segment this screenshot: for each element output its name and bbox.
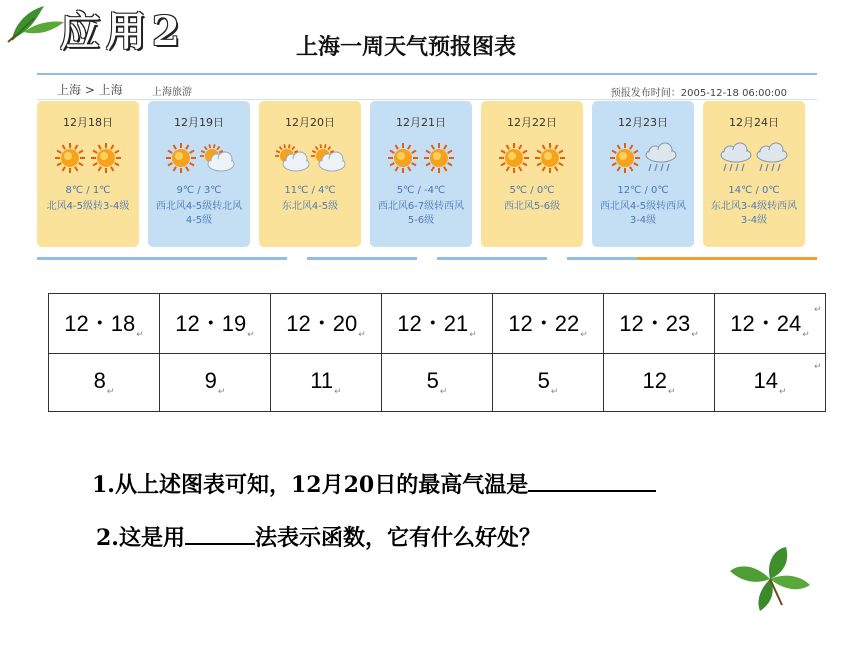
forecast-top-border bbox=[37, 73, 817, 75]
partly-cloudy-icon bbox=[310, 141, 346, 175]
weather-forecast-widget bbox=[37, 73, 817, 268]
forecast-temp-range: 8℃ / 1℃ bbox=[65, 185, 111, 196]
leaf-decoration-icon bbox=[726, 545, 814, 613]
forecast-date: 12月23日 bbox=[618, 116, 668, 129]
forecast-date: 12月19日 bbox=[174, 116, 224, 129]
row-end-mark: ↵ bbox=[814, 305, 822, 315]
weather-icons bbox=[148, 141, 250, 175]
forecast-temp-range: 11℃ / 4℃ bbox=[284, 185, 336, 196]
date-cell: 12・$18_↵$ bbox=[49, 294, 160, 354]
sun-icon bbox=[496, 141, 532, 175]
weather-icons bbox=[703, 141, 805, 175]
temp-cell: $9_↵$ bbox=[160, 354, 271, 412]
rain-icon bbox=[643, 141, 679, 175]
sun-icon bbox=[163, 141, 199, 175]
forecast-temp-range: 14℃ / 0℃ bbox=[728, 185, 780, 196]
date-cell: 12・$19_↵$ bbox=[160, 294, 271, 354]
slide-header bbox=[0, 0, 860, 75]
forecast-date: 12月22日 bbox=[507, 116, 557, 129]
answer-blank bbox=[528, 468, 656, 492]
forecast-temp-range: 5℃ / 0℃ bbox=[509, 185, 555, 196]
temp-cell: $5_↵$ bbox=[382, 354, 493, 412]
date-cell: 12・$24_↵$ bbox=[715, 294, 826, 354]
forecast-card bbox=[148, 101, 250, 247]
forecast-wind: 西北风5-6级 bbox=[503, 201, 561, 212]
forecast-wind: 西北风4-5级转北风4-5级 bbox=[155, 201, 243, 226]
weather-icons bbox=[370, 141, 472, 175]
forecast-date: 12月21日 bbox=[396, 116, 446, 129]
sun-icon bbox=[52, 141, 88, 175]
sun-icon bbox=[88, 141, 124, 175]
partly-cloudy-icon bbox=[199, 141, 235, 175]
forecast-card bbox=[370, 101, 472, 247]
forecast-temp-range: 12℃ / 0℃ bbox=[617, 185, 669, 196]
temp-cell: $8_↵$ bbox=[49, 354, 160, 412]
weather-icons bbox=[481, 141, 583, 175]
row-end-mark: ↵ bbox=[814, 362, 822, 372]
question-2: 2.这是用 法表示函数，它有什么好处？ bbox=[96, 521, 541, 552]
lesson-title: 应用2 bbox=[60, 8, 186, 55]
rain-icon bbox=[718, 141, 754, 175]
forecast-temp-range: 5℃ / -4℃ bbox=[396, 185, 446, 196]
forecast-wind: 东北风4-5级 bbox=[281, 201, 339, 212]
date-cell: 12・$22_↵$ bbox=[493, 294, 604, 354]
forecast-date: 12月18日 bbox=[63, 116, 113, 129]
temp-cell: $12_↵$ bbox=[604, 354, 715, 412]
forecast-date: 12月24日 bbox=[729, 116, 779, 129]
forecast-bottom-border bbox=[37, 257, 817, 263]
forecast-cards bbox=[37, 101, 817, 251]
sun-icon bbox=[421, 141, 457, 175]
temp-cell: $11_↵$ bbox=[271, 354, 382, 412]
temperature-table bbox=[48, 293, 826, 412]
forecast-wind: 北风4-5级转3-4级 bbox=[46, 201, 130, 212]
sun-icon bbox=[607, 141, 643, 175]
weather-icons bbox=[259, 141, 361, 175]
forecast-wind: 西北风6-7级转西风5-6级 bbox=[377, 201, 465, 226]
date-cell: 12・$23_↵$ bbox=[604, 294, 715, 354]
sun-icon bbox=[385, 141, 421, 175]
high-temp-row bbox=[49, 354, 826, 412]
page-title: 上海一周天气预报图表 bbox=[296, 35, 517, 60]
forecast-card bbox=[592, 101, 694, 247]
forecast-wind: 东北风3-4级转西风3-4级 bbox=[710, 201, 798, 226]
question-1: 1.从上述图表可知，12月20日的最高气温是 bbox=[92, 468, 656, 499]
forecast-card bbox=[37, 101, 139, 247]
weather-icons bbox=[592, 141, 694, 175]
publish-time: 预报发布时间：2005-12-18 06:00:00 bbox=[610, 88, 787, 99]
answer-blank bbox=[185, 521, 255, 545]
temp-cell: $5_↵$ bbox=[493, 354, 604, 412]
forecast-date: 12月20日 bbox=[285, 116, 335, 129]
forecast-wind: 西北风4-5级转西风3-4级 bbox=[599, 201, 687, 226]
forecast-card bbox=[481, 101, 583, 247]
date-cell: 12・$20_↵$ bbox=[271, 294, 382, 354]
partly-cloudy-icon bbox=[274, 141, 310, 175]
date-cell: 12・$21_↵$ bbox=[382, 294, 493, 354]
forecast-header-bar bbox=[37, 77, 817, 100]
date-row bbox=[49, 294, 826, 354]
rain-icon bbox=[754, 141, 790, 175]
weather-icons bbox=[37, 141, 139, 175]
breadcrumb[interactable]: 上海 > 上海 bbox=[57, 83, 123, 97]
forecast-temp-range: 9℃ / 3℃ bbox=[176, 185, 222, 196]
forecast-card bbox=[703, 101, 805, 247]
forecast-card bbox=[259, 101, 361, 247]
travel-link[interactable]: 上海旅游 bbox=[152, 87, 192, 98]
sun-icon bbox=[532, 141, 568, 175]
temp-cell: $14_↵$ bbox=[715, 354, 826, 412]
